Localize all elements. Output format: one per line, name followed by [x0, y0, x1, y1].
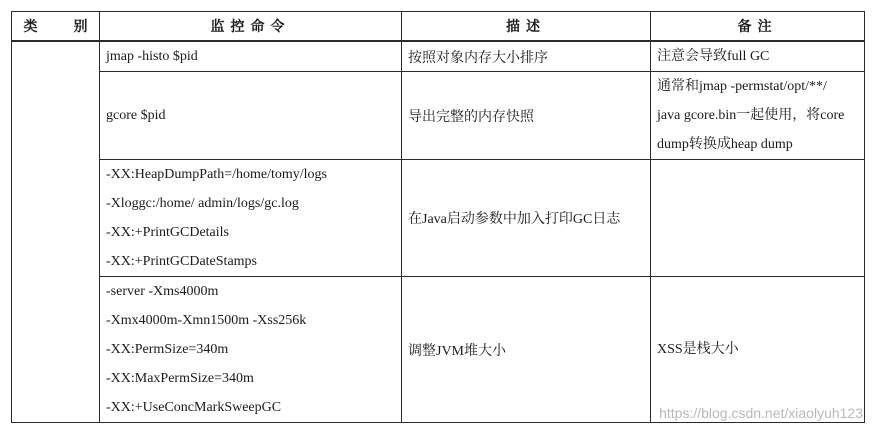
command-cell — [100, 41, 402, 72]
watermark: https://blog.csdn.net/xiaolyuh123 — [659, 405, 863, 421]
note-cell — [651, 277, 865, 423]
command-line: -Xmx4000m-Xmn1500m -Xss256k — [106, 313, 307, 328]
header-note: 备注 — [651, 12, 865, 42]
header-description: 描述 — [402, 12, 651, 42]
note-line: XSS是栈大小 — [657, 342, 739, 357]
note-line: 注意会导致full GC — [657, 49, 770, 64]
note-line: 通常和jmap -permstat/opt/**/ — [657, 79, 827, 94]
note-line: java gcore.bin一起使用，将core — [657, 108, 845, 123]
command-cell — [100, 160, 402, 277]
command-line: -XX:+PrintGCDateStamps — [106, 254, 257, 269]
note-cell — [651, 160, 865, 277]
command-line: -server -Xms4000m — [106, 284, 219, 299]
command-line: -XX:+UseConcMarkSweepGC — [106, 400, 282, 415]
command-line: jmap -histo $pid — [106, 49, 198, 64]
table-row — [12, 277, 865, 423]
command-cell — [100, 72, 402, 160]
table-row — [12, 160, 865, 277]
table-row — [12, 41, 865, 72]
command-line: -XX:PermSize=340m — [106, 342, 229, 357]
description-cell: 在Java启动参数中加入打印GC日志 — [402, 160, 651, 277]
header-row — [12, 12, 865, 42]
command-cell — [100, 277, 402, 423]
description-cell: 调整JVM堆大小 — [402, 277, 651, 423]
command-line: -Xloggc:/home/ admin/logs/gc.log — [106, 196, 299, 211]
command-line: -XX:HeapDumpPath=/home/tomy/logs — [106, 167, 327, 182]
note-line: dump转换成heap dump — [657, 137, 793, 152]
description-cell: 按照对象内存大小排序 — [402, 41, 651, 72]
description-cell: 导出完整的内存快照 — [402, 72, 651, 160]
note-cell — [651, 72, 865, 160]
command-line: gcore $pid — [106, 108, 166, 123]
header-command: 监控命令 — [100, 12, 402, 42]
command-line: -XX:+PrintGCDetails — [106, 225, 229, 240]
note-cell — [651, 41, 865, 72]
category-cell — [12, 41, 100, 423]
header-category: 类 别 — [12, 12, 100, 42]
command-line: -XX:MaxPermSize=340m — [106, 371, 254, 386]
table-row — [12, 72, 865, 160]
command-table — [11, 11, 865, 423]
